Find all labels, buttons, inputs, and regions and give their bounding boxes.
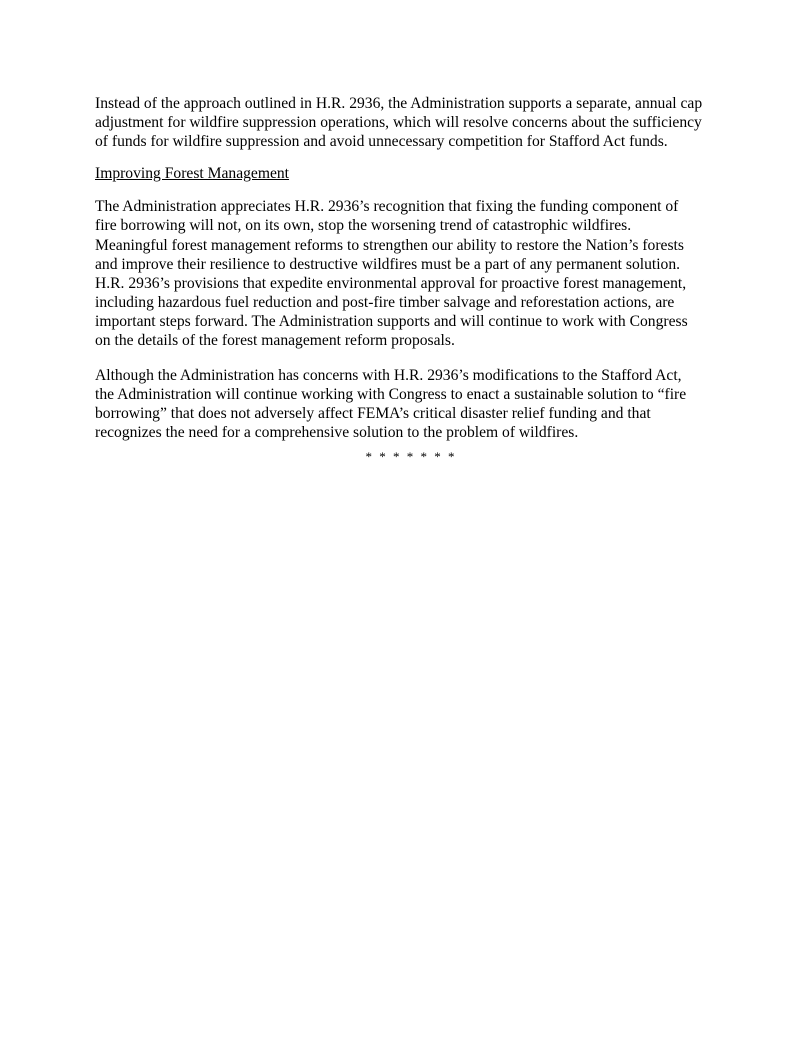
- paragraph-cap-adjustment: Instead of the approach outlined in H.R. 2936, the Administration supports a separate, annual cap adjustment for wildfire suppression operations, which will resolve concerns about the sufficiency of funds for wildfire suppression and avoid unnecessary competition for Stafford Act funds.: [95, 95, 703, 151]
- section-heading-forest-management: Improving Forest Management: [95, 165, 290, 183]
- paragraph-stafford-act: Although the Administration has concerns with H.R. 2936’s modifications to the Stafford Act, the Administration will continue working with Congress to enact a sustainable solution to “fire borrowing” that does not adversely affect FEMA’s critical disaster relief funding and that recognizes the need for a comprehensive solution to the problem of wildfires.: [95, 367, 687, 442]
- end-separator: * * * * * * *: [365, 448, 457, 464]
- paragraph-forest-management: The Administration appreciates H.R. 2936’s recognition that fixing the funding component of fire borrowing will not, on its own, stop the worsening trend of catastrophic wildfires. Meaningful forest management reforms to strengthen our ability to restore the Nation’s forests and improve their resilience to destructive wildfires must be a part of any permanent solution. H.R. 2936’s provisions that expedite environmental approval for proactive forest management, including hazardous fuel reduction and post-fire timber salvage and reforestation actions, are important steps forward. The Administration supports and will continue to work with Congress on the details of the forest management reform proposals.: [95, 198, 688, 350]
- document-page: [95, 94, 725, 464]
